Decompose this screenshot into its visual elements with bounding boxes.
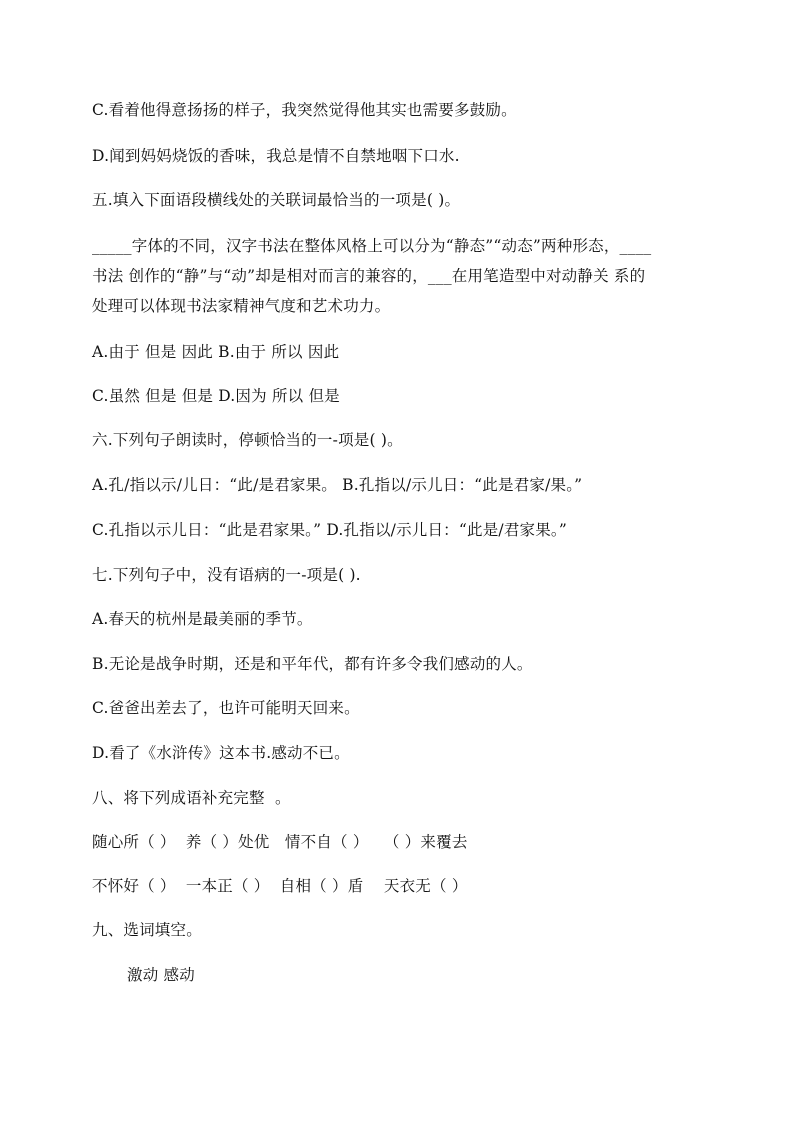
- idiom-row-2: 不怀好（ ） 一本正（ ） 自相（ ）盾 天衣无（ ）: [92, 877, 468, 895]
- idiom-row-1: 随心所（ ） 养（ ）处优 情不自（ ） （ ）来覆去: [92, 833, 468, 851]
- word-choices: 激动 感动: [127, 966, 195, 984]
- passage-line-1: _____字体的不同，汉字书法在整体风格上可以分为“静态”“动态”两种形态，____: [92, 237, 652, 255]
- question-8-heading: 八、将下列成语补充完整 。: [92, 789, 291, 807]
- question-5-heading: 五.填入下面语段横线处的关联词最恰当的一项是( )。: [92, 191, 461, 209]
- q6-options-cd: C.孔指以示儿日：“此是君家果。” D.孔指以/示儿日：“此是/君家果。”: [92, 521, 568, 539]
- q5-options-cd: C.虽然 但是 但是 D.因为 所以 但是: [92, 387, 340, 405]
- option-d-line: D.闻到妈妈烧饭的香味，我总是情不自禁地咽下口水.: [92, 147, 460, 165]
- q7-option-a: A.春天的杭州是最美丽的季节。: [92, 610, 313, 628]
- passage-line-3: 处理可以体现书法家精神气度和艺术功力。: [92, 297, 391, 315]
- q7-option-b: B.无论是战争时期，还是和平年代，都有许多令我们感动的人。: [92, 655, 533, 673]
- passage-line-2: 书法 创作的“静”与“动”却是相对而言的兼容的，___在用笔造型中对动静关 系的: [92, 267, 646, 285]
- q7-option-c: C.爸爸出差去了，也许可能明天回来。: [92, 699, 360, 717]
- option-c-line: C.看着他得意扬扬的样子，我突然觉得他其实也需要多鼓励。: [92, 101, 517, 119]
- question-7-heading: 七.下列句子中，没有语病的一-项是( ).: [92, 566, 361, 584]
- q5-options-ab: A.由于 但是 因此 B.由于 所以 因此: [92, 343, 340, 361]
- q6-options-ab: A.孔/指以示/儿日：“此/是君家果。 B.孔指以/示儿日：“此是君家/果。”: [92, 476, 583, 494]
- q7-option-d: D.看了《水浒传》这本书.感动不已。: [92, 744, 350, 762]
- question-6-heading: 六.下列句子朗读时，停顿恰当的一-项是( )。: [92, 431, 403, 449]
- question-9-heading: 九、选词填空。: [92, 921, 202, 939]
